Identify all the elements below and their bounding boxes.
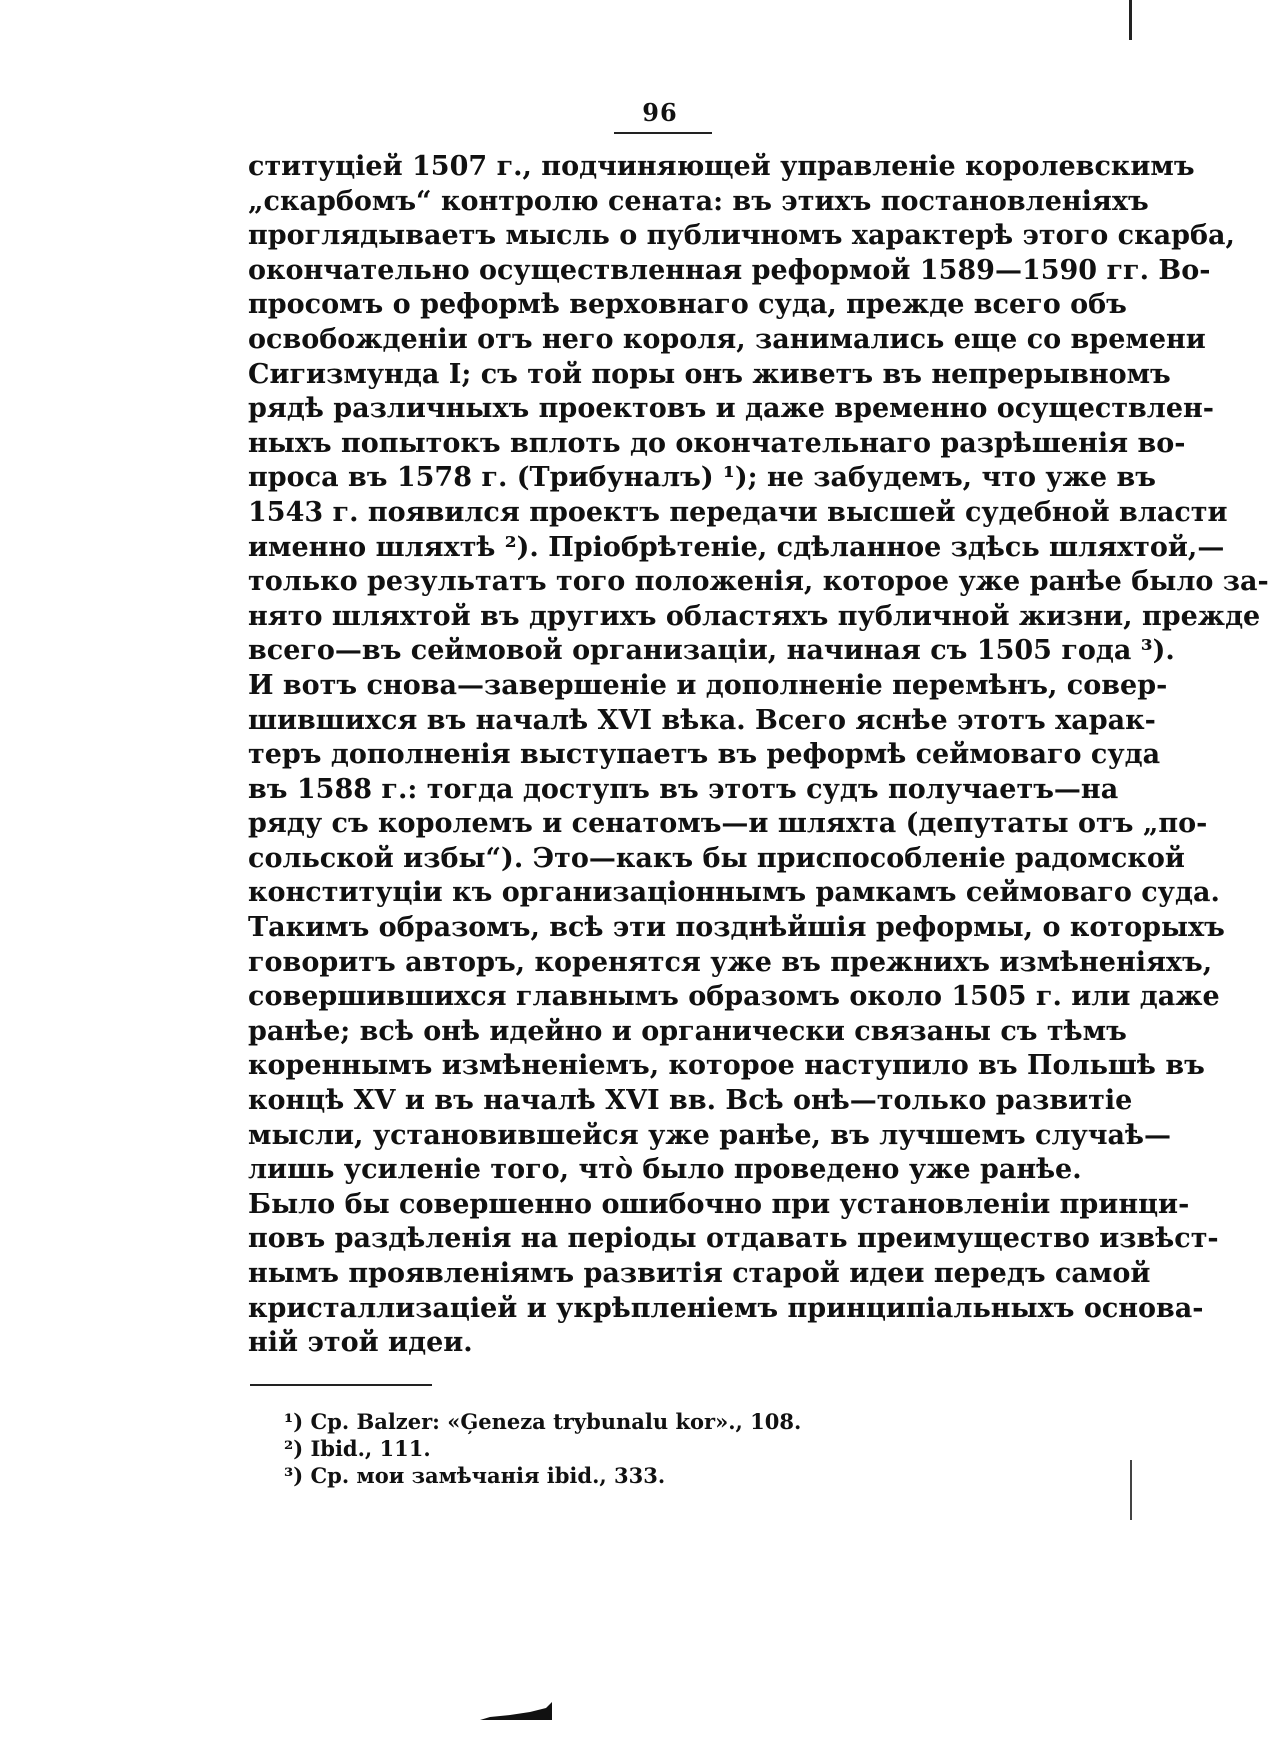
text-line: проса въ 1578 г. (Трибуналъ) ¹); не забудемъ, что уже въ bbox=[248, 462, 1156, 494]
text-line: ныхъ попытокъ вплоть до окончательнаго разрѣшенія во- bbox=[248, 427, 1186, 459]
text-line: совершившихся главнымъ образомъ около 1505 г. или даже bbox=[248, 981, 1220, 1013]
text-line: всего—въ сеймовой организаціи, начиная съ 1505 года ³). bbox=[248, 635, 1175, 667]
scan-edge-lower bbox=[1130, 1460, 1132, 1520]
footnote-rule bbox=[250, 1384, 432, 1386]
text-line: лишь усиленіе того, что̀ было проведено уже ранѣе. bbox=[248, 1154, 1082, 1186]
text-line: повъ раздѣленія на періоды отдавать преимущество извѣст- bbox=[248, 1223, 1219, 1255]
footnotes bbox=[284, 1408, 984, 1489]
text-line: шившихся въ началѣ XVI вѣка. Всего яснѣе этотъ харак- bbox=[248, 704, 1156, 736]
scan-edge-top bbox=[1129, 0, 1132, 40]
text-line: нято шляхтой въ другихъ областяхъ публичной жизни, прежде bbox=[248, 600, 1261, 632]
text-line: говоритъ авторъ, коренятся уже въ прежнихъ измѣненіяхъ, bbox=[248, 946, 1213, 978]
text-line: сольской избы“). Это—какъ бы приспособленіе радомской bbox=[248, 842, 1185, 874]
text-line-last: ній этой идеи. bbox=[248, 1327, 473, 1359]
text-line: мысли, установившейся уже ранѣе, въ лучшемъ случаѣ— bbox=[248, 1119, 1172, 1151]
text-line: ряду съ королемъ и сенатомъ—и шляхта (депутаты отъ „по- bbox=[248, 808, 1208, 840]
text-line: въ 1588 г.: тогда доступъ въ этотъ судъ получаетъ—на bbox=[248, 773, 1119, 805]
text-line: проглядываетъ мысль о публичномъ характерѣ этого скарба, bbox=[248, 220, 1235, 252]
text-line: Сигизмунда I; съ той поры онъ живетъ въ непрерывномъ bbox=[248, 358, 1171, 390]
text-line: 1543 г. появился проектъ передачи высшей судебной власти bbox=[248, 496, 1228, 528]
page-number-rule bbox=[614, 132, 712, 134]
text-line: концѣ XV и въ началѣ XVI вв. Всѣ онѣ—только развитіе bbox=[248, 1085, 1133, 1117]
footnote-2: ²) Ibid., 111. bbox=[284, 1436, 431, 1461]
text-line: только результатъ того положенія, которое уже ранѣе было за- bbox=[248, 566, 1269, 598]
body-text bbox=[248, 150, 1269, 1361]
text-line: рядѣ различныхъ проектовъ и даже временно осуществлен- bbox=[248, 393, 1214, 425]
text-line: И вотъ снова—завершеніе и дополненіе перемѣнъ, совер- bbox=[248, 669, 1168, 701]
text-line: освобожденіи отъ него короля, занимались еще со времени bbox=[248, 323, 1206, 355]
text-line: теръ дополненія выступаетъ въ реформѣ сеймоваго суда bbox=[248, 739, 1161, 771]
text-line: именно шляхтѣ ²). Пріобрѣтеніе, сдѣланное здѣсь шляхтой,— bbox=[248, 531, 1225, 563]
page-number: 96 bbox=[642, 98, 678, 127]
text-line: ституціей 1507 г., подчиняющей управленіе королевскимъ bbox=[248, 151, 1195, 182]
text-line: просомъ о реформѣ верховнаго суда, прежде всего объ bbox=[248, 289, 1127, 321]
text-line: нымъ проявленіямъ развитія старой идеи передъ самой bbox=[248, 1258, 1151, 1289]
text-line: Было бы совершенно ошибочно при установленіи принци- bbox=[248, 1188, 1190, 1220]
text-line: конституціи къ организаціоннымъ рамкамъ сеймоваго суда. bbox=[248, 877, 1220, 909]
text-line: кореннымъ измѣненіемъ, которое наступило въ Польшѣ въ bbox=[248, 1050, 1205, 1082]
footnote-3: ³) Ср. мои замѣчанія ibid., 333. bbox=[284, 1463, 666, 1488]
text-line: окончательно осуществленная реформой 1589—1590 гг. Во- bbox=[248, 254, 1211, 286]
text-line: Такимъ образомъ, всѣ эти позднѣйшія реформы, о которыхъ bbox=[248, 912, 1225, 944]
footnote-1: ¹) Ср. Balzer: «Ģeneza trybunalu kor»., 108. bbox=[284, 1409, 802, 1434]
text-line: кристаллизаціей и укрѣпленіемъ принципіальныхъ основа- bbox=[248, 1292, 1204, 1324]
ink-mark-icon bbox=[480, 1700, 552, 1722]
text-line: ранѣе; всѣ онѣ идейно и органически связаны съ тѣмъ bbox=[248, 1015, 1127, 1047]
text-line: „скарбомъ“ контролю сената: въ этихъ постановленіяхъ bbox=[248, 185, 1149, 217]
